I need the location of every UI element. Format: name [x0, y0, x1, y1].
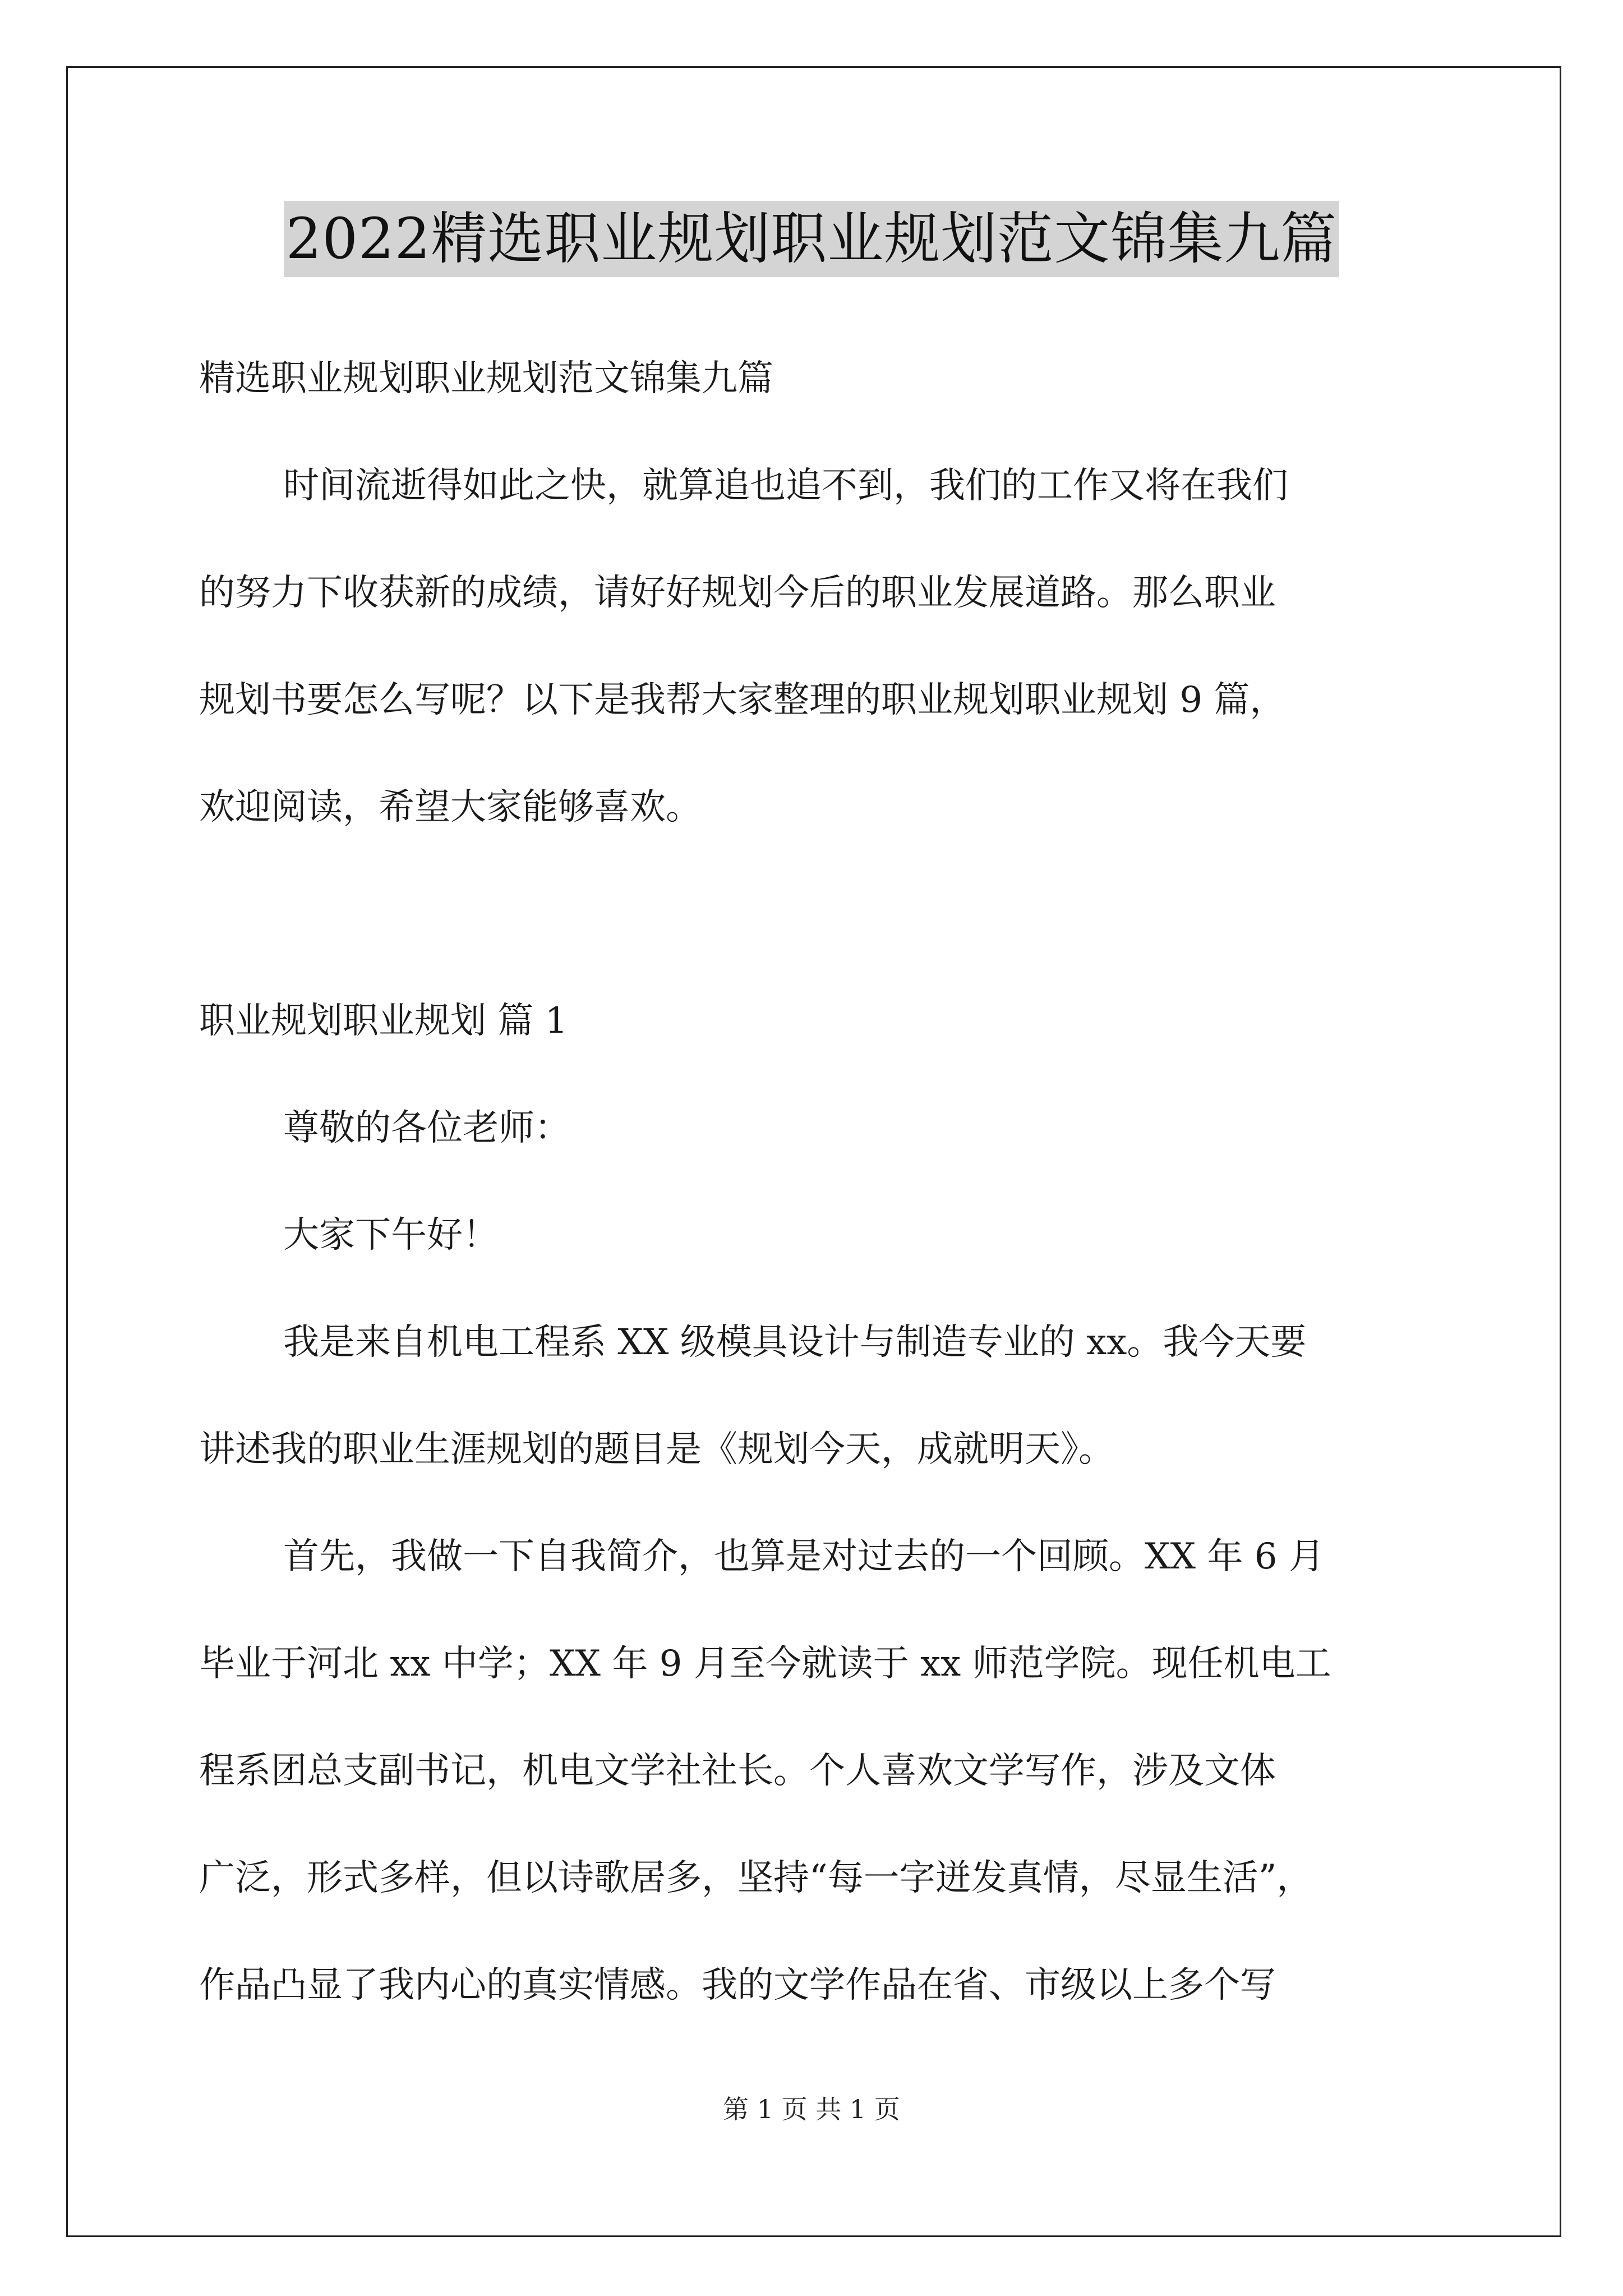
body-line: 欢迎阅读，希望大家能够喜欢。 — [199, 786, 702, 828]
subtitle-line: 精选职业规划职业规划范文锦集九篇 — [199, 358, 773, 399]
body-line: 首先，我做一下自我简介，也算是对过去的一个回顾。XX 年 6 月 — [283, 1536, 1325, 1577]
body-line: 大家下午好！ — [283, 1214, 499, 1256]
body-line: 广泛，形式多样，但以诗歌居多，坚持“每一字迸发真情，尽显生活”， — [199, 1857, 1313, 1899]
page-footer: 第 1 页 共 1 页 — [723, 2094, 900, 2124]
body-line: 讲述我的职业生涯规划的题目是《规划今天，成就明天》。 — [199, 1429, 1114, 1470]
section-heading: 职业规划职业规划 篇 1 — [199, 1000, 568, 1042]
body-line: 我是来自机电工程系 XX 级模具设计与制造专业的 xx。我今天要 — [283, 1322, 1307, 1363]
body-line: 的努力下收获新的成绩，请好好规划今后的职业发展道路。那么职业 — [199, 572, 1276, 614]
body-line: 时间流逝得如此之快，就算追也追不到，我们的工作又将在我们 — [283, 465, 1288, 507]
body-line: 作品凸显了我内心的真实情感。我的文学作品在省、市级以上多个写 — [199, 1964, 1276, 2006]
body-line: 毕业于河北 xx 中学；XX 年 9 月至今就读于 xx 师范学院。现任机电工 — [199, 1643, 1331, 1685]
document-title: 2022精选职业规划职业规划范文锦集九篇 — [284, 201, 1340, 277]
body-line: 尊敬的各位老师： — [283, 1107, 570, 1149]
body-line: 程系团总支副书记，机电文学社社长。个人喜欢文学写作，涉及文体 — [199, 1750, 1276, 1792]
body-line: 规划书要怎么写呢？以下是我帮大家整理的职业规划职业规划 9 篇， — [199, 679, 1286, 721]
title-container — [0, 201, 1623, 277]
